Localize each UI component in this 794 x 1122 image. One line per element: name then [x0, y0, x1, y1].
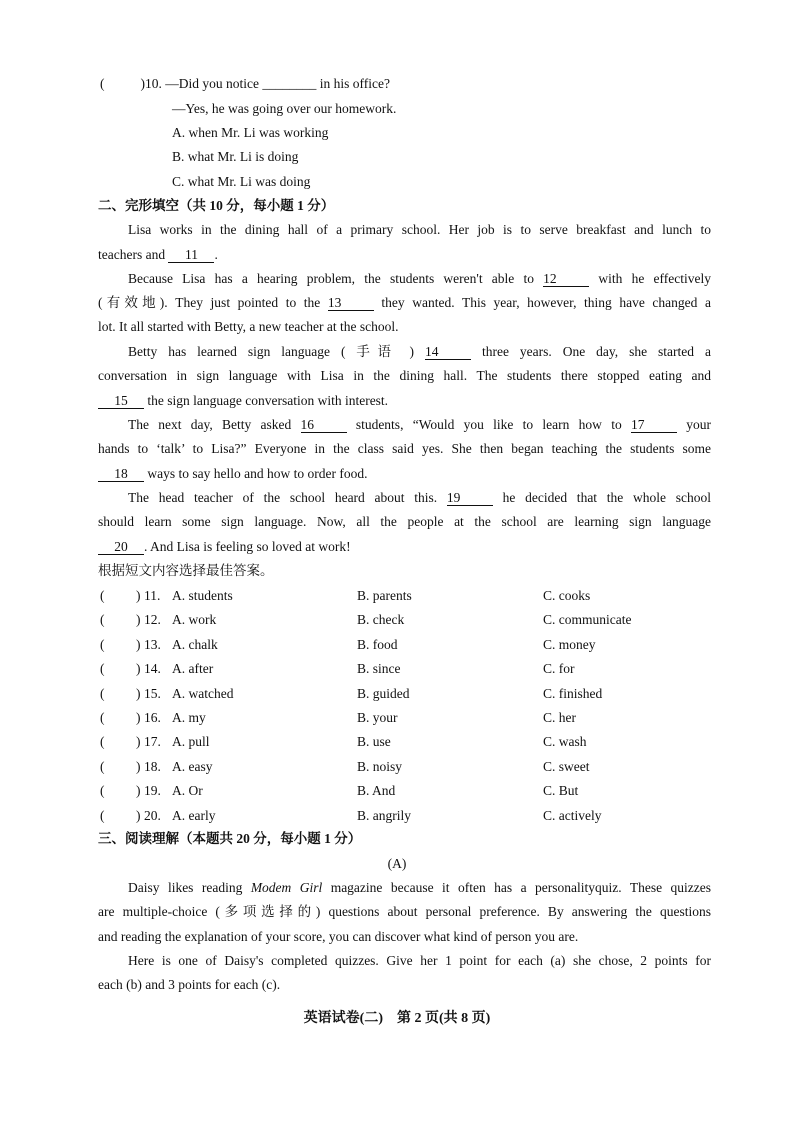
question-number: 20. — [144, 807, 161, 823]
cloze-blank-15: 15 — [98, 393, 144, 409]
answer-paren-close: ) — [136, 636, 141, 652]
option-c: C. for — [543, 661, 575, 677]
question-number: 17. — [144, 734, 161, 750]
cloze-blank-17: 17 — [631, 417, 677, 433]
answer-paren-close: ) — [136, 734, 141, 750]
answer-paren-open: ( — [100, 588, 105, 603]
q10-option-b: B. what Mr. Li is doing — [172, 149, 299, 164]
reading-p1-line-1: Daisy likes reading Modem Girl magazine because it often has a personalityquiz. These quizzes — [128, 880, 711, 895]
q10-blank: ________ — [262, 76, 317, 91]
answer-paren-close: ) — [136, 710, 141, 725]
option-b: B. food — [357, 636, 398, 652]
question-number: 13. — [144, 636, 161, 652]
question-number: 15. — [144, 685, 161, 701]
option-b: B. use — [357, 734, 391, 750]
answer-paren-open: ( — [100, 76, 105, 91]
cloze-blank-13: 13 — [328, 295, 374, 311]
answer-paren-open: ( — [100, 758, 105, 774]
option-a: A. Or — [172, 783, 203, 799]
cloze-line-7: conversation in sign language with Lisa in the dining hall. The students there stopped eating and — [98, 368, 711, 383]
answer-paren-close: ) — [140, 76, 145, 91]
section2-heading: 二、完形填空（共 10 分，每小题 1 分） — [98, 198, 335, 213]
option-a: A. pull — [172, 734, 210, 750]
reading-p1-line-2: are multiple-choice (多项选择的) questions about personal preference. By answering the questions — [98, 904, 711, 919]
reading-part-label: (A) — [387, 856, 407, 871]
option-c: C. But — [543, 783, 579, 799]
answer-paren-open: ( — [100, 710, 105, 725]
answer-paren-open: ( — [100, 807, 105, 823]
option-c: C. actively — [543, 807, 602, 823]
question-number: 14. — [144, 661, 161, 677]
cloze-line-2: teachers and 11 . — [98, 247, 218, 262]
cloze-blank-11: 11 — [168, 247, 214, 263]
cloze-line-8: 15 the sign language conversation with interest. — [98, 392, 388, 410]
question-number: 11. — [144, 588, 161, 603]
answer-paren-open: ( — [100, 783, 105, 799]
cloze-blank-14: 14 — [425, 344, 471, 360]
option-c: C. finished — [543, 685, 603, 701]
reading-p2-line-2: each (b) and 3 points for each (c). — [98, 977, 281, 992]
reading-p2-line-1: Here is one of Daisy's completed quizzes. Give her 1 point for each (a) she chose, 2 points for — [128, 953, 711, 968]
answer-paren-close: ) — [136, 758, 141, 774]
answer-paren-open: ( — [100, 612, 105, 628]
cloze-line-6: Betty has learned sign language ( 手语 ) 14 three years. One day, she started a — [128, 344, 711, 359]
q10-suffix: in his office? — [316, 76, 390, 91]
section3-heading: 三、阅读理解（本题共 20 分，每小题 1 分） — [98, 831, 362, 846]
answer-paren-close: ) — [136, 685, 141, 701]
cloze-line-5: lot. It all started with Betty, a new teacher at the school. — [98, 319, 399, 334]
cloze-blank-20: 20 — [98, 539, 144, 555]
q10-option-a: A. when Mr. Li was working — [172, 125, 329, 140]
option-a: A. early — [172, 807, 216, 823]
cloze-line-9: The next day, Betty asked 16 students, “Would you like to learn how to 17 your — [128, 417, 711, 432]
cloze-blank-12: 12 — [543, 271, 589, 287]
option-a: A. watched — [172, 685, 234, 701]
option-b: B. your — [357, 710, 398, 725]
option-b: B. since — [357, 661, 401, 677]
cloze-line-11: 18 ways to say hello and how to order food. — [98, 465, 367, 483]
option-b: B. angrily — [357, 807, 411, 823]
cloze-line-14: 20 . And Lisa is feeling so loved at work! — [98, 538, 351, 556]
option-a: A. chalk — [172, 636, 218, 652]
answer-paren-open: ( — [100, 661, 105, 677]
answer-paren-close: ) — [136, 612, 141, 628]
reading-p1-line-3: and reading the explanation of your score, you can discover what kind of person you are. — [98, 929, 579, 944]
cloze-line-4: (有效地). They just pointed to the 13 they wanted. This year, however, thing have changed a — [98, 295, 711, 310]
q10-line — [100, 75, 390, 93]
page-footer: 英语试卷(二) 第 2 页(共 8 页) — [303, 1011, 491, 1026]
question-number: 19. — [144, 783, 161, 799]
option-c: C. communicate — [543, 612, 632, 628]
option-b: B. guided — [357, 685, 410, 701]
option-a: A. my — [172, 710, 206, 725]
option-a: A. after — [172, 661, 214, 677]
q10-prefix: 10. —Did you notice — [145, 76, 263, 91]
option-b: B. parents — [357, 588, 412, 603]
q10-option-c: C. what Mr. Li was doing — [172, 174, 311, 189]
option-b: B. noisy — [357, 758, 403, 774]
answer-paren-open: ( — [100, 734, 105, 750]
question-number: 18. — [144, 758, 161, 774]
cloze-blank-16: 16 — [301, 417, 347, 433]
option-c: C. cooks — [543, 588, 591, 603]
cloze-line-13: should learn some sign language. Now, all the people at the school are learning sign language — [98, 514, 711, 529]
option-c: C. wash — [543, 734, 587, 750]
cloze-instruction: 根据短文内容选择最佳答案。 — [98, 563, 274, 578]
question-number: 16. — [144, 710, 161, 725]
option-b: B. check — [357, 612, 405, 628]
option-a: A. work — [172, 612, 217, 628]
answer-paren-open: ( — [100, 636, 105, 652]
answer-paren-close: ) — [136, 588, 141, 603]
question-number: 12. — [144, 612, 161, 628]
option-b: B. And — [357, 783, 396, 799]
cloze-line-1: Lisa works in the dining hall of a primary school. Her job is to serve breakfast and lunch to — [128, 222, 711, 237]
answer-paren-open: ( — [100, 685, 105, 701]
option-a: A. easy — [172, 758, 213, 774]
cloze-line-12: The head teacher of the school heard about this. 19 he decided that the whole school — [128, 490, 711, 505]
option-a: A. students — [172, 588, 233, 603]
cloze-blank-19: 19 — [447, 490, 493, 506]
cloze-blank-18: 18 — [98, 466, 144, 482]
answer-paren-close: ) — [136, 807, 141, 823]
option-c: C. money — [543, 636, 596, 652]
magazine-title: Modem Girl — [250, 880, 323, 895]
option-c: C. her — [543, 710, 576, 725]
answer-paren-close: ) — [136, 661, 141, 677]
cloze-line-10: hands to ‘talk’ to Lisa?” Everyone in the class said yes. She then began teaching the students some — [98, 441, 711, 456]
option-c: C. sweet — [543, 758, 590, 774]
answer-paren-close: ) — [136, 783, 141, 799]
cloze-line-3: Because Lisa has a hearing problem, the students weren't able to 12 with he effectively — [128, 271, 711, 286]
q10-reply: —Yes, he was going over our homework. — [172, 101, 397, 116]
